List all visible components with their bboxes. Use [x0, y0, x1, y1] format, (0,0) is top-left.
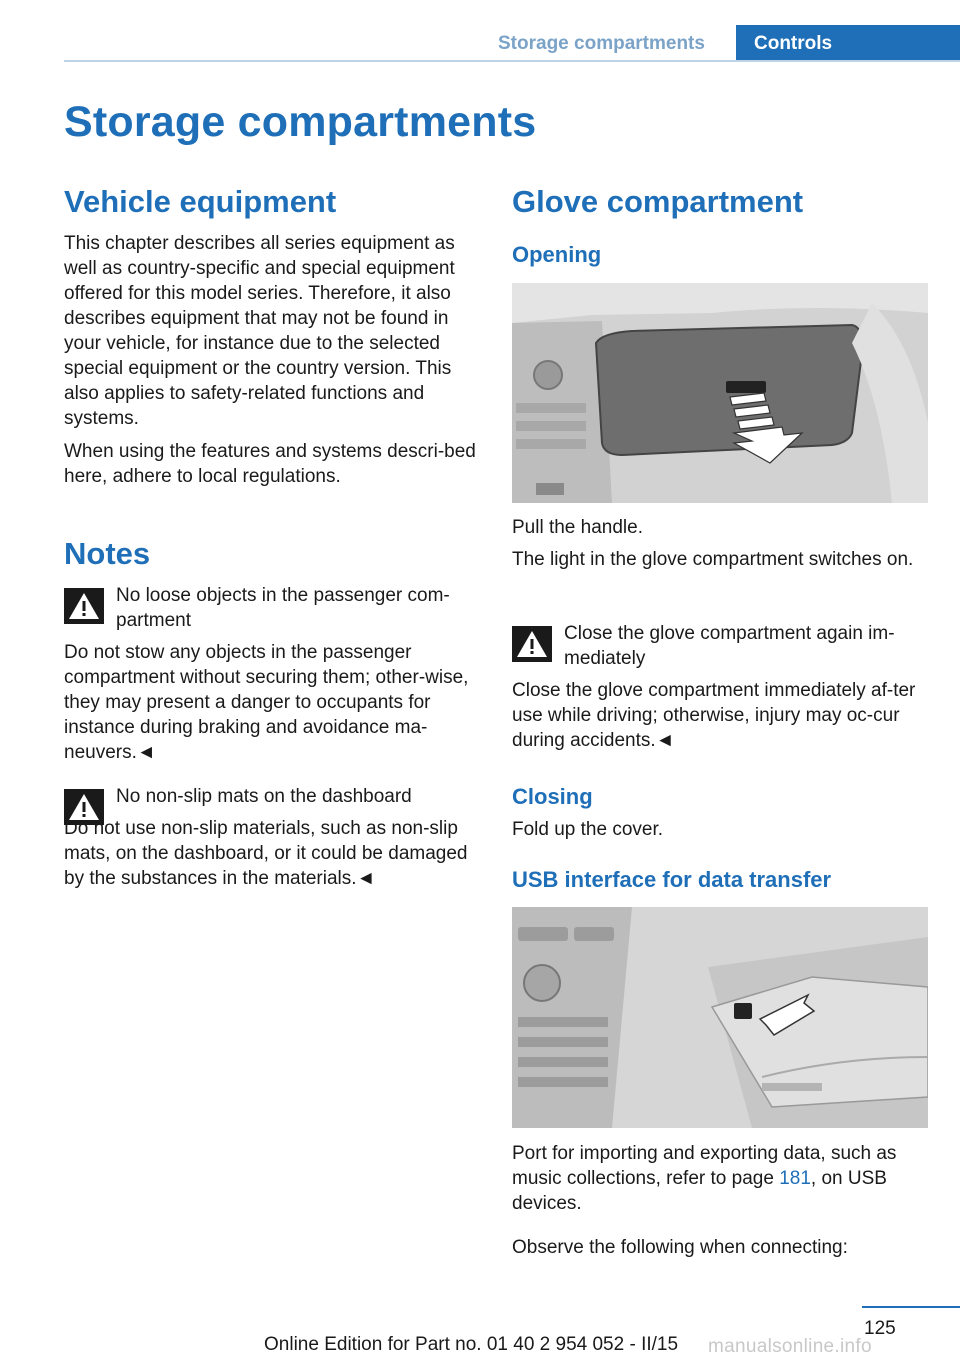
- edition-footer: Online Edition for Part no. 01 40 2 954 052 - II/15: [264, 1334, 679, 1355]
- heading-notes: Notes: [64, 536, 151, 571]
- vehicle-equipment-paragraph-2: When using the features and systems descri‐bed here, adhere to local regulations.: [64, 441, 476, 487]
- header-rule: [64, 60, 960, 62]
- heading-closing: Closing: [512, 784, 593, 809]
- header-tab-label: Controls: [754, 33, 833, 54]
- watermark: manualsonline.info: [708, 1336, 872, 1357]
- heading-vehicle-equipment: Vehicle equipment: [64, 184, 337, 219]
- glove-warning-title: Close the glove compartment again im‐mediately: [564, 623, 895, 669]
- heading-usb-interface: USB interface for data transfer: [512, 867, 832, 892]
- warning-1-body: Do not stow any objects in the passenger compartment without securing them; other‐wise, they may present a danger to occupants for instance during braking and avoidance ma‐neuvers.◄: [64, 642, 469, 763]
- warning-1-title: No loose objects in the passenger com‐partment: [116, 585, 450, 631]
- page-number: 125: [864, 1318, 896, 1339]
- glove-warning-body: Close the glove compartment immediately af‐ter use while driving; otherwise, injury may oc‐cur during accidents.◄: [512, 680, 916, 751]
- usb-text-after-link: , on USB devices.: [512, 1168, 887, 1214]
- header-section-title: Storage compartments: [498, 33, 705, 54]
- usb-paragraph-2: Observe the following when connecting:: [512, 1237, 848, 1258]
- page-title: Storage compartments: [64, 98, 537, 146]
- page-reference-link[interactable]: 181: [779, 1168, 811, 1189]
- warning-triangle-icon: [64, 588, 104, 624]
- closing-paragraph: Fold up the cover.: [512, 819, 664, 840]
- glove-compartment-opening-illustration: [512, 283, 928, 503]
- usb-interface-illustration: [512, 907, 928, 1128]
- usb-paragraph-1: [512, 1141, 928, 1216]
- footer-rule: [862, 1306, 960, 1308]
- warning-2-title: No non-slip mats on the dashboard: [116, 786, 412, 807]
- heading-glove-compartment: Glove compartment: [512, 184, 804, 219]
- heading-opening: Opening: [512, 242, 602, 267]
- usb-text-before-link: Port for importing and exporting data, such as music collections, refer to page: [512, 1143, 897, 1189]
- opening-paragraph-1: Pull the handle.: [512, 517, 643, 538]
- warning-triangle-icon: [512, 626, 552, 662]
- warning-2-body: Do not use non-slip materials, such as non-slip mats, on the dashboard, or it could be damaged by the substances in the materials.◄: [64, 818, 468, 889]
- header-tab-controls[interactable]: [736, 25, 960, 62]
- vehicle-equipment-paragraph-1: This chapter describes all series equipment as well as country-specific and special equipment offered for this model series. Therefore, it also describes equipment that may not be found in your vehicle, for instance due to the selected special equipment or the country version. This also applies to safety-related functions and systems.: [64, 233, 455, 429]
- opening-paragraph-2: The light in the glove compartment switches on.: [512, 549, 914, 570]
